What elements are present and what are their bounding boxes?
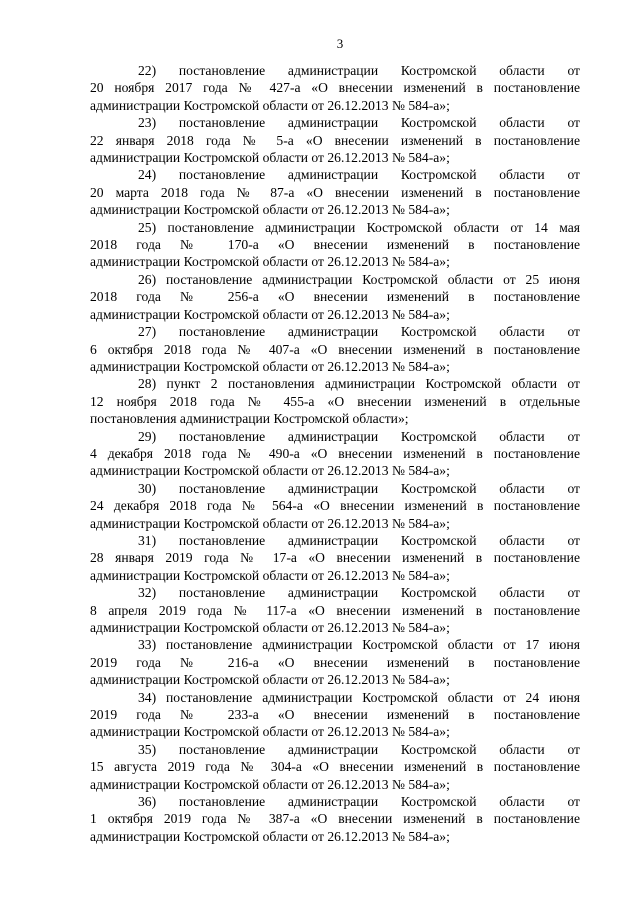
list-item-line: постановления администрации Костромской области»; (90, 411, 409, 427)
list-item-line: 12 ноября 2018 года № 455-а «О внесении изменений в отдельные (90, 393, 580, 409)
list-item (90, 689, 580, 741)
list-item-first-line: 35) постановление администрации Костромской области от (138, 741, 580, 757)
list-item-line: 1 октября 2019 года № 387-а «О внесении изменений в постановление (90, 811, 580, 827)
list-item-line: администрации Костромской области от 26.12.2013 № 584-а»; (90, 620, 450, 635)
list-item-first-line: 26) постановление администрации Костромской области от 25 июня (138, 271, 580, 287)
list-item (90, 323, 580, 375)
list-item (90, 219, 580, 271)
list-item-line: 20 ноября 2017 года № 427-а «О внесении изменений в постановление (90, 80, 580, 96)
list-item-line: 20 марта 2018 года № 87-а «О внесении изменений в постановление (90, 184, 580, 200)
list-item-line: 2018 года № 256-а «О внесении изменений в постановление (90, 289, 580, 305)
list-item-line: 2018 года № 170-а «О внесении изменений в постановление (90, 237, 580, 253)
list-item (90, 480, 580, 532)
list-item-line: администрации Костромской области от 26.12.2013 № 584-а»; (90, 150, 450, 166)
list-item (90, 62, 580, 114)
list-item-first-line: 32) постановление администрации Костромской области от (138, 585, 580, 601)
list-item-first-line: 23) постановление администрации Костромской области от (138, 115, 580, 131)
list-item (90, 428, 580, 480)
list-item (90, 793, 580, 845)
list-item (90, 271, 580, 323)
list-item (90, 166, 580, 218)
list-item-line: администрации Костромской области от 26.12.2013 № 584-а»; (90, 567, 450, 583)
list-item-first-line: 29) постановление администрации Костромской области от (138, 428, 580, 444)
list-item-line: администрации Костромской области от 26.12.2013 № 584-а»; (90, 515, 450, 531)
list-item (90, 584, 580, 636)
list-item-line: администрации Костромской области от 26.12.2013 № 584-а»; (90, 776, 450, 792)
list-item-first-line: 30) постановление администрации Костромской области от (138, 480, 580, 496)
list-item-line: администрации Костромской области от 26.12.2013 № 584-а»; (90, 97, 450, 113)
list-item (90, 532, 580, 584)
list-item-line: администрации Костромской области от 26.12.2013 № 584-а»; (90, 724, 450, 740)
list-item-line: администрации Костромской области от 26.12.2013 № 584-а»; (90, 672, 450, 688)
list-item (90, 636, 580, 688)
list-item-line: администрации Костромской области от 26.12.2013 № 584-а»; (90, 306, 450, 322)
list-item-first-line: 27) постановление администрации Костромской области от (138, 324, 580, 340)
list-item-first-line: 25) постановление администрации Костромской области от 14 мая (138, 219, 580, 235)
list-item (90, 375, 580, 427)
list-item-first-line: 24) постановление администрации Костромской области от (138, 167, 580, 183)
list-item-line: 2019 года № 216-а «О внесении изменений в постановление (90, 654, 580, 670)
document-body (90, 62, 580, 845)
list-item-line: 4 декабря 2018 года № 490-а «О внесении изменений в постановление (90, 445, 580, 461)
list-item-first-line: 28) пункт 2 постановления администрации Костромской области от (138, 376, 580, 392)
list-item-line: администрации Костромской области от 26.12.2013 № 584-а»; (90, 828, 450, 844)
page-number: 3 (336, 36, 344, 51)
list-item-line: администрации Костромской области от 26.12.2013 № 584-а»; (90, 463, 450, 479)
list-item (90, 114, 580, 166)
list-item-first-line: 31) постановление администрации Костромской области от (138, 532, 580, 548)
list-item-first-line: 22) постановление администрации Костромской области от (138, 63, 580, 78)
list-item-line: 22 января 2018 года № 5-а «О внесении изменений в постановление (90, 132, 580, 148)
list-item-line: 15 августа 2019 года № 304-а «О внесении изменений в постановление (90, 759, 580, 775)
list-item-line: 28 января 2019 года № 17-а «О внесении изменений в постановление (90, 550, 580, 566)
list-item-line: 8 апреля 2019 года № 117-а «О внесении изменений в постановление (90, 602, 580, 618)
list-item-line: 2019 года № 233-а «О внесении изменений в постановление (90, 707, 580, 723)
list-item-line: администрации Костромской области от 26.12.2013 № 584-а»; (90, 358, 450, 374)
list-item-line: администрации Костромской области от 26.12.2013 № 584-а»; (90, 254, 450, 270)
list-item-first-line: 36) постановление администрации Костромской области от (138, 794, 580, 810)
list-item (90, 741, 580, 793)
list-item-first-line: 33) постановление администрации Костромской области от 17 июня (138, 637, 580, 653)
list-item-line: 24 декабря 2018 года № 564-а «О внесении изменений в постановление (90, 498, 580, 514)
list-item-line: 6 октября 2018 года № 407-а «О внесении изменений в постановление (90, 341, 580, 357)
list-item-first-line: 34) постановление администрации Костромской области от 24 июня (138, 689, 580, 705)
list-item-line: администрации Костромской области от 26.12.2013 № 584-а»; (90, 202, 450, 218)
